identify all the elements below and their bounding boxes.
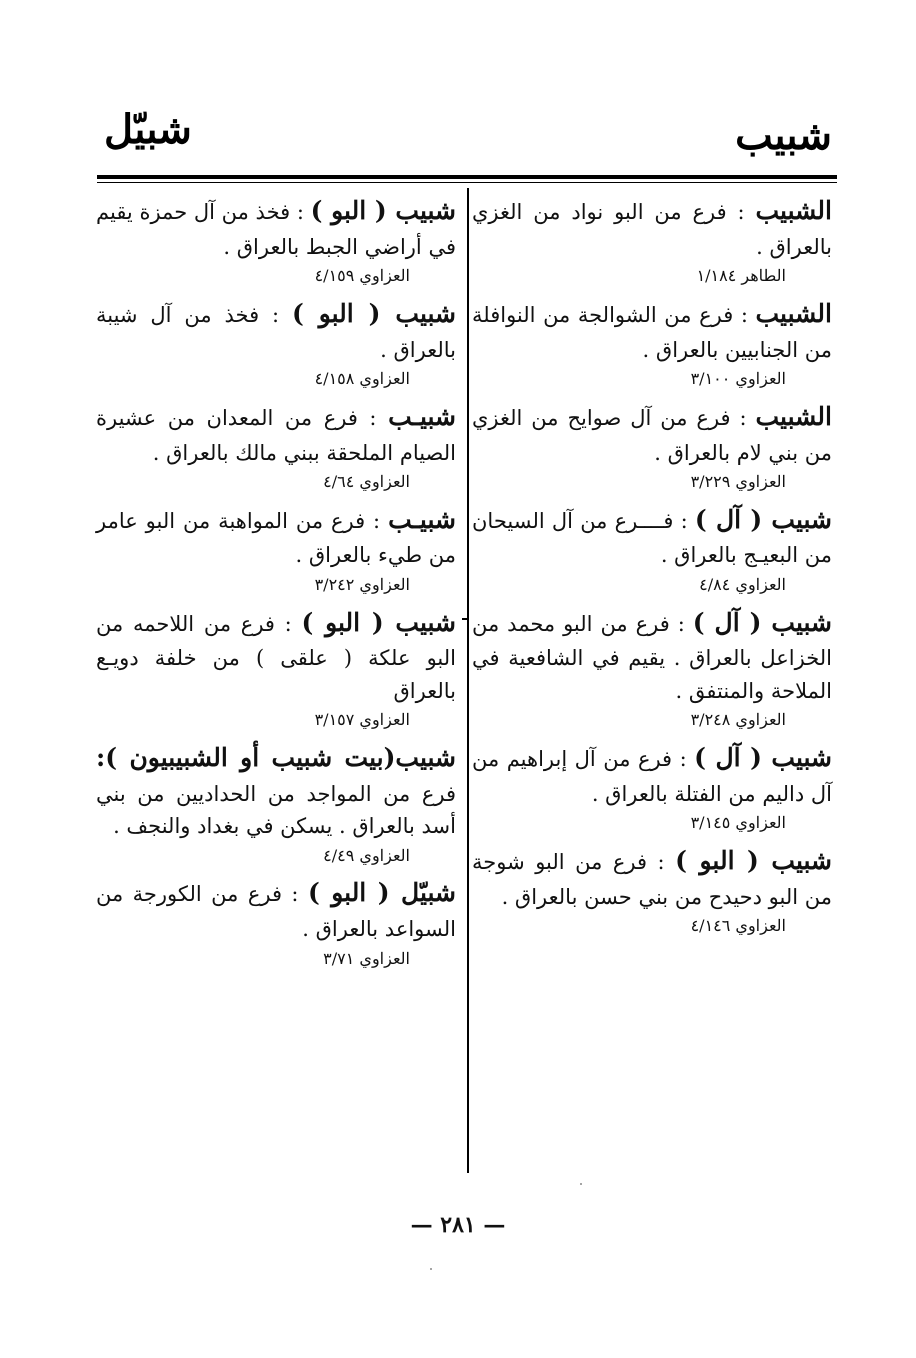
entry-definition: : فخذ من آل حمزة يقيم في أراضي الجبط بالعراق . (96, 200, 456, 259)
entry-headword: شبيـب (388, 504, 456, 534)
entry-headword: شبيب ( البو ) (310, 196, 456, 225)
entry (472, 398, 832, 495)
entry-definition: : فرع من آل صوايح من الغزي من بني لام بالعراق . (472, 405, 832, 465)
entry (96, 295, 456, 392)
entry-definition: : فخذ من آل شيبة بالعراق . (96, 302, 456, 362)
entry-headword: شبيب ( البو ) (291, 298, 456, 328)
entry-source: الطاهر ١/١٨٤ (696, 266, 786, 286)
entry (96, 604, 456, 733)
entry-definition: : فرع من الشوالجة من النوافلة من الجنابيين بالعراق . (472, 302, 832, 362)
entry-text (96, 398, 456, 469)
entry-text (472, 398, 832, 469)
entry-text (472, 604, 832, 708)
column-divider (467, 188, 469, 1173)
entry (472, 295, 832, 392)
entry (472, 501, 832, 598)
entry-definition: : فرع من الكورجة من السواعد بالعراق . (96, 882, 456, 942)
entry-source: العزاوي ٤/٤٩ (323, 845, 410, 865)
entry (96, 739, 456, 868)
entry-text (472, 295, 832, 366)
entry (472, 739, 832, 836)
entry-source: العزاوي ٣/٢٤٨ (690, 710, 786, 730)
entry-text (96, 192, 456, 263)
entry-source: العزاوي ٤/١٤٦ (690, 916, 786, 936)
entry (96, 874, 456, 971)
entry-definition: : فرع من البو شوجة من البو دحيدح من بني حسن بالعراق . (472, 849, 832, 909)
entry-source: العزاوي ٤/٦٤ (323, 472, 410, 492)
entry-headword: شبيـب (388, 401, 456, 431)
entry-source: العزاوي ٤/١٥٩ (314, 266, 410, 286)
entry-text (96, 874, 456, 945)
entry-headword: الشبيب (755, 196, 832, 225)
entry-definition: : فرع من المعدان من عشيرة الصيام الملحقة ببني مالك بالعراق . (96, 405, 456, 465)
entry (96, 501, 456, 598)
header-rule-thick (97, 175, 837, 179)
entry (96, 192, 456, 289)
entry-definition: فرع من المواجد من الحداديين من بني أسد بالعراق . يسكن في بغداد والنجف . (96, 781, 456, 839)
entry-headword: شبيب ( آل ) (694, 743, 832, 772)
entry (96, 398, 456, 495)
entry-text (96, 501, 456, 572)
entry-source: العزاوي ٣/٧١ (323, 948, 410, 968)
guide-word-left: شبيّل (104, 106, 192, 153)
entry-definition: : فرع من البو نواد من الغزي بالعراق . (472, 200, 832, 259)
entry-text (472, 192, 832, 263)
entry (472, 192, 832, 289)
entry-headword: شبيب ( البو ) (301, 607, 457, 637)
guide-word-right: شبيب (735, 112, 832, 159)
entry-definition: : فرع من آل إبراهيم من آل داليم من الفتلة بالعراق . (472, 747, 832, 806)
entry-source: العزاوي ٣/٢٤٢ (314, 574, 410, 594)
entry-source: العزاوي ٣/٢٢٩ (690, 472, 786, 492)
entry-headword: شبيب ( البو ) (675, 845, 832, 875)
entry (472, 604, 832, 733)
entry-headword: الشبيب (755, 401, 832, 431)
header-rule-thin (97, 182, 837, 183)
scan-speck (580, 1183, 582, 1185)
entry-text (472, 501, 832, 572)
entry-source: العزاوي ٤/١٥٨ (314, 369, 410, 389)
column-divider-tick (462, 618, 468, 620)
entry-headword: شبيب ( آل ) (692, 607, 833, 637)
scan-speck (430, 1268, 432, 1270)
entry-text (96, 295, 456, 366)
entry-source: العزاوي ٣/١٠٠ (690, 369, 786, 389)
left-column (96, 192, 456, 971)
entry-headword: شبيّل ( البو ) (307, 878, 456, 908)
entry-source: العزاوي ٣/١٤٥ (690, 813, 786, 833)
entry-text (472, 842, 832, 913)
entry-source: العزاوي ٣/١٥٧ (314, 710, 410, 730)
entry-headword: شبيب(بيت شبيب أو الشبيبيون ): (96, 743, 456, 772)
entry-definition: : فرع من المواهبة من البو عامر من طيء بالعراق . (96, 508, 456, 568)
entry-headword: الشبيب (755, 298, 832, 328)
entry-definition: : فــــرع من آل السيحان من البعيـج بالعراق . (472, 508, 832, 568)
entry (472, 842, 832, 939)
entry-text (472, 739, 832, 810)
entry-text (96, 739, 456, 843)
entry-text (96, 604, 456, 708)
entry-definition: : فرع من اللاحمه من البو علكة ( علقى ) من خلفة دويـع بالعراق (96, 611, 456, 703)
entry-definition: : فرع من البو محمد من الخزاعل بالعراق . يقيم في الشافعية في الملاحة والمنتفق . (472, 611, 832, 703)
entry-source: العزاوي ٤/٨٤ (699, 574, 786, 594)
right-column (472, 192, 832, 939)
entry-headword: شبيب ( آل ) (694, 504, 832, 534)
page-number: — ٢٨١ — (410, 1212, 506, 1238)
